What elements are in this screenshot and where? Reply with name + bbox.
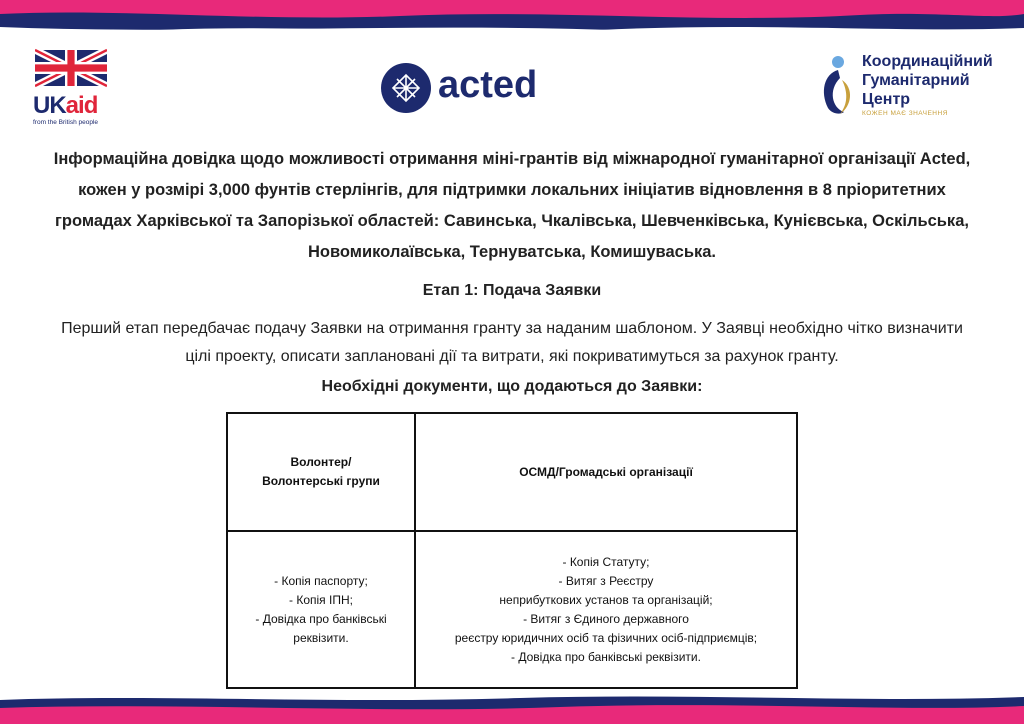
intro-line-3: громадах Харківської та Запорізької областей: Савинська, Чкалівська, Шевченківська, Кунієвська, Оскільська, bbox=[55, 212, 969, 230]
top-stripe bbox=[0, 0, 1024, 34]
list-item: - Витяг з Реєстру bbox=[558, 573, 654, 588]
list-item: - Копія ІПН; bbox=[289, 592, 353, 607]
acted-wordmark: acted bbox=[438, 64, 538, 106]
acted-emblem-icon bbox=[380, 62, 432, 114]
khc-line3: Центр bbox=[862, 91, 911, 108]
cell-organization-docs bbox=[415, 531, 797, 688]
list-item: - Копія Статуту; bbox=[562, 554, 650, 569]
intro-line-4: Новомиколаївська, Тернуватська, Комишуваська. bbox=[308, 243, 716, 261]
intro-line-2: кожен у розмірі 3,000 фунтів стерлінгів, для підтримки локальних ініціатив відновлення в 8 пріоритетних bbox=[78, 181, 946, 199]
list-item: неприбуткових установ та організацій; bbox=[499, 592, 713, 607]
khc-tagline: КОЖЕН МАЄ ЗНАЧЕННЯ bbox=[862, 110, 948, 117]
intro-heading bbox=[0, 144, 1024, 268]
khc-emblem-icon bbox=[818, 52, 858, 116]
union-flag-icon bbox=[35, 47, 107, 89]
list-item: реєстру юридичних осіб та фізичних осіб-підприємців; bbox=[454, 630, 758, 645]
list-item: - Витяг з Єдиного державного bbox=[523, 611, 689, 626]
khc-line2: Гуманітарний bbox=[862, 72, 970, 89]
list-item: реквізити. bbox=[293, 630, 349, 645]
documents-table bbox=[226, 412, 798, 689]
list-item: - Копія паспорту; bbox=[274, 573, 368, 588]
documents-title: Необхідні документи, що додаються до Заявки: bbox=[321, 378, 703, 395]
header-volunteers-line: Волонтер/ bbox=[290, 455, 352, 469]
stage-desc-line-2: цілі проекту, описати заплановані дії та витрати, які покриватимуться за рахунок гранту. bbox=[185, 348, 839, 365]
ukaid-uk-text: UK bbox=[33, 92, 66, 119]
list-item: - Довідка про банківські bbox=[255, 611, 387, 626]
header-volunteers-line: Волонтерські групи bbox=[262, 474, 380, 488]
ukaid-tagline: from the British people bbox=[33, 119, 99, 126]
ukaid-aid-text: aid bbox=[65, 92, 98, 119]
khc-logo bbox=[818, 52, 1008, 122]
acted-logo bbox=[380, 62, 560, 114]
stage-title: Етап 1: Подача Заявки bbox=[422, 282, 602, 299]
intro-line-1: Інформаційна довідка щодо можливості отримання міні-грантів від міжнародної гуманітарної організації Acted, bbox=[53, 150, 971, 168]
list-item: - Довідка про банківські реквізити. bbox=[511, 649, 701, 664]
header-organizations bbox=[415, 413, 797, 531]
header-organizations-line: ОСМД/Громадські організації bbox=[519, 464, 693, 479]
stage-desc-line-1: Перший етап передбачає подачу Заявки на отримання гранту за наданим шаблоном. У Заявці необхідно чітко визначити bbox=[61, 320, 963, 337]
khc-line1: Координаційний bbox=[862, 53, 993, 70]
header-volunteers bbox=[227, 413, 415, 531]
cell-volunteer-docs bbox=[227, 531, 415, 688]
stage-description bbox=[0, 315, 1024, 371]
bottom-stripe bbox=[0, 692, 1024, 724]
ukaid-logo bbox=[33, 47, 113, 126]
